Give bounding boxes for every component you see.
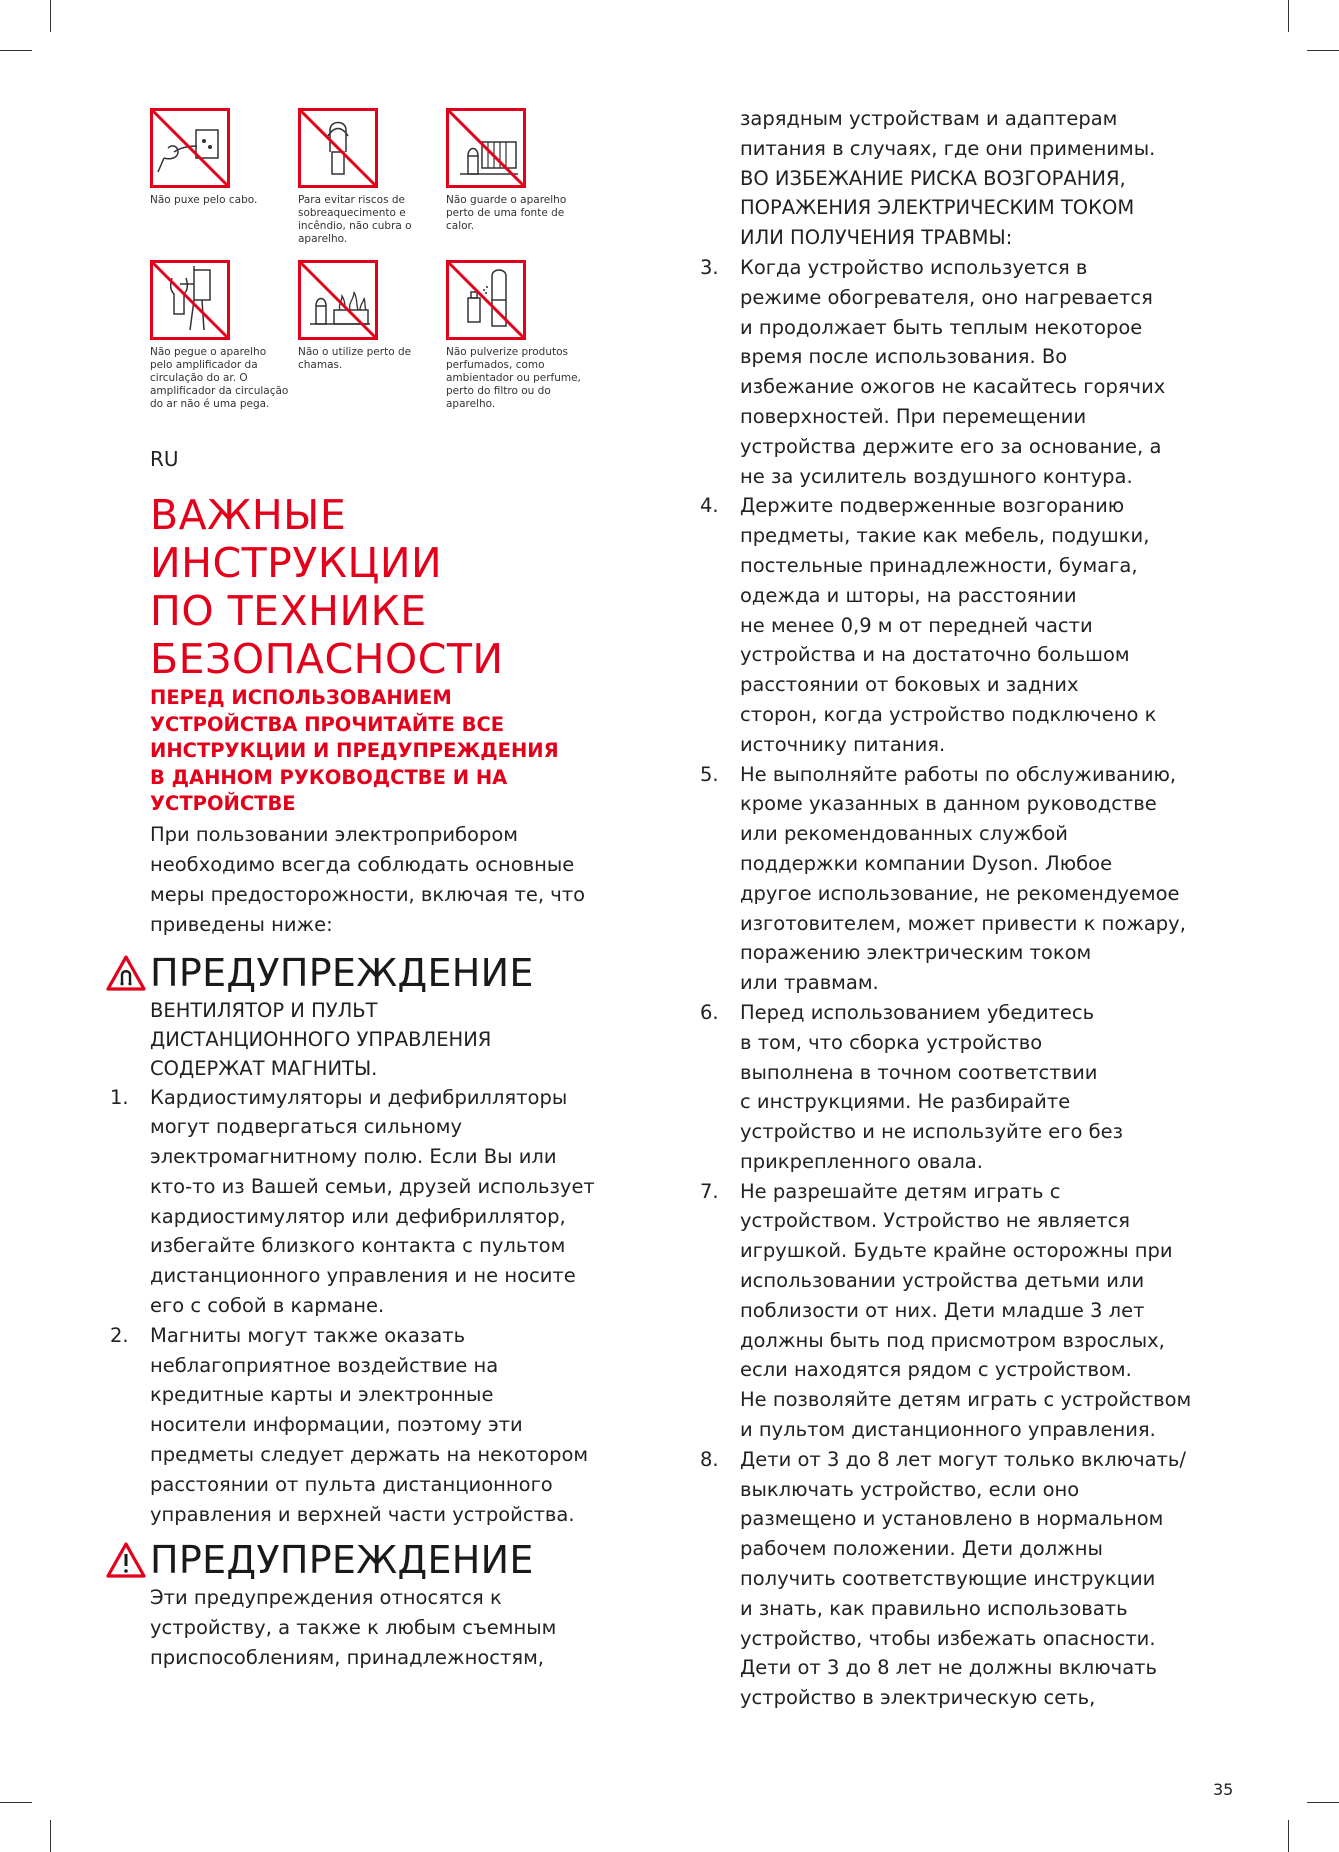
subtitle-line: УСТРОЙСТВЕ bbox=[150, 792, 296, 815]
warning-sub-line: СОДЕРЖАТ МАГНИТЫ. bbox=[150, 1056, 378, 1080]
item-number: 4. bbox=[700, 494, 719, 518]
item-line: одежда и шторы, на расстоянии bbox=[740, 583, 1077, 607]
icon-caption: Não pegue o aparelho pelo amplificador da circulação do ar. O amplificador da circulação do ar não é uma pega. bbox=[150, 346, 289, 410]
no-carrying-by-amplifier-icon bbox=[150, 260, 230, 340]
crop-mark-top-right-h bbox=[1307, 50, 1339, 51]
item-line: или травмам. bbox=[740, 971, 879, 995]
subtitle-line: УСТРОЙСТВА ПРОЧИТАЙТЕ ВСЕ bbox=[150, 712, 505, 736]
warning-sub-line: приспособлениям, принадлежностям, bbox=[150, 1646, 545, 1670]
icon-caption: Não o utilize perto de chamas. bbox=[298, 346, 412, 371]
item-line: получить соответствующие инструкции bbox=[740, 1567, 1156, 1591]
item-line: поверхностей. При перемещении bbox=[740, 404, 1087, 428]
list-item bbox=[700, 491, 1240, 759]
icon-caption: Para evitar riscos de sobreaquecimento e incêndio, não cubra o aparelho. bbox=[298, 194, 412, 245]
item-line: предметы следует держать на некотором bbox=[150, 1443, 589, 1467]
item-line: режиме обогревателя, оно нагревается bbox=[740, 285, 1153, 309]
right-numbered-list bbox=[700, 253, 1240, 1713]
item-line: и пультом дистанционного управления. bbox=[740, 1418, 1156, 1442]
item-number: 7. bbox=[700, 1179, 719, 1203]
item-line: дистанционного управления и не носите bbox=[150, 1264, 576, 1288]
item-line: устройства держите его за основание, а bbox=[740, 434, 1162, 458]
item-line: Дети от 3 до 8 лет не должны включать bbox=[740, 1656, 1157, 1680]
warning-subtext bbox=[150, 1583, 670, 1672]
item-line: кредитные карты и электронные bbox=[150, 1383, 494, 1407]
item-line: Не выполняйте работы по обслуживанию, bbox=[740, 762, 1177, 786]
no-perfume-spray-icon bbox=[446, 260, 526, 340]
item-line: поражению электрическим током bbox=[740, 941, 1092, 965]
item-line: устройство, чтобы избежать опасности. bbox=[740, 1626, 1156, 1650]
item-line: его с собой в кармане. bbox=[150, 1294, 385, 1318]
intro-line: приведены ниже: bbox=[150, 912, 333, 936]
warning-sub-line: ВЕНТИЛЯТОР И ПУЛЬТ bbox=[150, 998, 378, 1022]
magnet-warning-icon bbox=[106, 954, 146, 992]
item-line: Не позволяйте детям играть с устройством bbox=[740, 1388, 1192, 1412]
item-line: и продолжает быть теплым некоторое bbox=[740, 315, 1143, 339]
item-line: игрушкой. Будьте крайне осторожны при bbox=[740, 1239, 1173, 1263]
warning-sub-line: ДИСТАНЦИОННОГО УПРАВЛЕНИЯ bbox=[150, 1027, 492, 1051]
icon-caption: Não guarde o aparelho perto de uma fonte de calor. bbox=[446, 194, 567, 232]
intro-line: меры предосторожности, включая те, что bbox=[150, 882, 586, 906]
intro-paragraph bbox=[150, 820, 670, 940]
item-line: устройства и на достаточно большом bbox=[740, 643, 1130, 667]
subtitle-line: ИНСТРУКЦИИ И ПРЕДУПРЕЖДЕНИЯ bbox=[150, 739, 559, 762]
item-line: предметы, такие как мебель, подушки, bbox=[740, 524, 1150, 548]
item-line: выполнена в точном соответствии bbox=[740, 1060, 1098, 1084]
lead-line: ВО ИЗБЕЖАНИЕ РИСКА ВОЗГОРАНИЯ, bbox=[740, 166, 1126, 190]
no-open-flame-icon bbox=[298, 260, 378, 340]
intro-line: необходимо всегда соблюдать основные bbox=[150, 852, 575, 876]
crop-mark-bottom-left-h bbox=[0, 1802, 32, 1803]
right-column bbox=[700, 104, 1240, 1713]
item-line: должны быть под присмотром взрослых, bbox=[740, 1328, 1165, 1352]
lead-line: питания в случаях, где они применимы. bbox=[740, 136, 1156, 160]
subtitle-line: В ДАННОМ РУКОВОДСТВЕ И НА bbox=[150, 765, 508, 789]
item-number: 8. bbox=[700, 1447, 719, 1471]
item-line: Дети от 3 до 8 лет могут только включать/ bbox=[740, 1447, 1186, 1471]
item-number: 6. bbox=[700, 1000, 719, 1024]
item-number: 1. bbox=[110, 1085, 129, 1109]
crop-mark-bottom-right-v bbox=[1288, 1820, 1289, 1852]
item-line: если находятся рядом с устройством. bbox=[740, 1358, 1132, 1382]
lead-line: ПОРАЖЕНИЯ ЭЛЕКТРИЧЕСКИМ ТОКОМ bbox=[740, 196, 1135, 220]
left-numbered-list bbox=[110, 1083, 670, 1530]
list-item bbox=[700, 1177, 1240, 1445]
item-line: расстоянии от пульта дистанционного bbox=[150, 1472, 553, 1496]
no-pulling-cord-icon bbox=[150, 108, 230, 188]
list-item bbox=[110, 1321, 670, 1530]
item-line: не за усилитель воздушного контура. bbox=[740, 464, 1133, 488]
item-line: Держите подверженные возгоранию bbox=[740, 494, 1125, 518]
crop-mark-top-right-v bbox=[1288, 0, 1289, 32]
warning-word: ПРЕДУПРЕЖДЕНИЕ bbox=[150, 1538, 534, 1583]
item-line: не менее 0,9 м от передней части bbox=[740, 613, 1093, 637]
icon-cell bbox=[150, 260, 298, 411]
icon-cell bbox=[446, 108, 594, 246]
item-line: избежание ожогов не касайтесь горячих bbox=[740, 375, 1166, 399]
list-item bbox=[700, 998, 1240, 1177]
lead-line: ИЛИ ПОЛУЧЕНИЯ ТРАВМЫ: bbox=[740, 226, 1013, 250]
icon-cell bbox=[298, 260, 446, 411]
item-line: прикрепленного овала. bbox=[740, 1149, 983, 1173]
item-line: Не разрешайте детям играть с bbox=[740, 1179, 1061, 1203]
item-line: в том, что сборка устройство bbox=[740, 1030, 1043, 1054]
warning-sub-line: устройству, а также к любым съемным bbox=[150, 1616, 557, 1640]
subtitle-line: ПЕРЕД ИСПОЛЬЗОВАНИЕМ bbox=[150, 686, 452, 709]
item-line: Когда устройство используется в bbox=[740, 255, 1088, 279]
item-line: управления и верхней части устройства. bbox=[150, 1502, 575, 1526]
warning-heading-general bbox=[106, 1537, 670, 1583]
crop-mark-bottom-right-h bbox=[1307, 1802, 1339, 1803]
icon-cell bbox=[150, 108, 298, 246]
list-item bbox=[700, 1445, 1240, 1713]
list-item bbox=[700, 760, 1240, 998]
list-item bbox=[700, 253, 1240, 491]
item-line: использовании устройства детьми или bbox=[740, 1269, 1145, 1293]
item-number: 2. bbox=[110, 1323, 129, 1347]
intro-line: При пользовании электроприбором bbox=[150, 822, 518, 846]
no-heat-source-icon bbox=[446, 108, 526, 188]
item-line: поблизости от них. Дети младше 3 лет bbox=[740, 1298, 1145, 1322]
icon-cell bbox=[298, 108, 446, 246]
prohibition-icon-grid bbox=[150, 108, 670, 411]
crop-mark-top-left-h bbox=[0, 50, 32, 51]
item-line: с инструкциями. Не разбирайте bbox=[740, 1090, 1071, 1114]
item-line: поддержки компании Dyson. Любое bbox=[740, 851, 1113, 875]
item-line: устройство и не используйте его без bbox=[740, 1120, 1124, 1144]
warning-word: ПРЕДУПРЕЖДЕНИЕ bbox=[150, 950, 534, 995]
item-line: изготовителем, может привести к пожару, bbox=[740, 911, 1186, 935]
icon-caption: Não puxe pelo cabo. bbox=[150, 194, 258, 206]
title-line: ИНСТРУКЦИИ bbox=[150, 539, 443, 587]
item-line: расстоянии от боковых и задних bbox=[740, 673, 1079, 697]
item-line: носители информации, поэтому эти bbox=[150, 1413, 523, 1437]
list-item bbox=[110, 1083, 670, 1321]
left-column bbox=[110, 108, 670, 1673]
warning-subtext bbox=[150, 996, 670, 1083]
item-line: рабочем положении. Дети должны bbox=[740, 1537, 1103, 1561]
warning-triangle-icon bbox=[106, 1541, 146, 1579]
item-line: размещено и установлено в нормальном bbox=[740, 1507, 1164, 1531]
icon-caption: Não pulverize produtos perfumados, como ambientador ou perfume, perto do filtro ou do aparelho. bbox=[446, 346, 581, 410]
item-number: 5. bbox=[700, 762, 719, 786]
language-label: RU bbox=[150, 447, 179, 471]
item-line: и знать, как правильно использовать bbox=[740, 1596, 1128, 1620]
title-line: БЕЗОПАСНОСТИ bbox=[150, 635, 504, 683]
item-line: кто-то из Вашей семьи, друзей использует bbox=[150, 1174, 595, 1198]
item-line: избегайте близкого контакта с пультом bbox=[150, 1234, 566, 1258]
item-line: Перед использованием убедитесь bbox=[740, 1000, 1095, 1024]
icon-cell bbox=[446, 260, 594, 411]
item-line: Кардиостимуляторы и дефибрилляторы bbox=[150, 1085, 568, 1109]
item-line: сторон, когда устройство подключено к bbox=[740, 702, 1157, 726]
item-line: устройство в электрическую сеть, bbox=[740, 1686, 1096, 1710]
item-line: постельные принадлежности, бумага, bbox=[740, 553, 1138, 577]
item-line: или рекомендованных службой bbox=[740, 822, 1068, 846]
main-title bbox=[150, 491, 670, 683]
item-line: Магниты могут также оказать bbox=[150, 1323, 466, 1347]
item-line: электромагнитному полю. Если Вы или bbox=[150, 1145, 557, 1169]
subtitle bbox=[150, 685, 670, 818]
warning-sub-line: Эти предупреждения относятся к bbox=[150, 1586, 502, 1610]
item-line: устройством. Устройство не является bbox=[740, 1209, 1131, 1233]
item-line: источнику питания. bbox=[740, 732, 946, 756]
crop-mark-bottom-left-v bbox=[50, 1820, 51, 1852]
item-line: кроме указанных в данном руководстве bbox=[740, 792, 1157, 816]
item-line: кардиостимулятор или дефибриллятор, bbox=[150, 1204, 566, 1228]
item-line: выключать устройство, если оно bbox=[740, 1477, 1080, 1501]
no-covering-icon bbox=[298, 108, 378, 188]
item-line: могут подвергаться сильному bbox=[150, 1115, 462, 1139]
warning-heading-magnet bbox=[106, 950, 670, 996]
page-number: 35 bbox=[1213, 1780, 1234, 1799]
title-line: ВАЖНЫЕ bbox=[150, 491, 347, 539]
continued-paragraph bbox=[700, 104, 1240, 253]
title-line: ПО ТЕХНИКЕ bbox=[150, 587, 427, 635]
item-line: время после использования. Во bbox=[740, 345, 1068, 369]
item-number: 3. bbox=[700, 255, 719, 279]
item-line: другое использование, не рекомендуемое bbox=[740, 881, 1180, 905]
item-line: неблагоприятное воздействие на bbox=[150, 1353, 499, 1377]
crop-mark-top-left-v bbox=[50, 0, 51, 32]
lead-line: зарядным устройствам и адаптерам bbox=[740, 107, 1118, 130]
